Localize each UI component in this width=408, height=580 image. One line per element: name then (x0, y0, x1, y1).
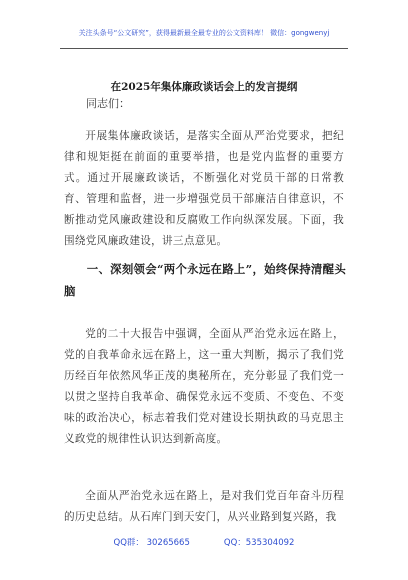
paragraph-section-1-continued: 全面从严治党永远在路上，是对我们党百年奋斗历程的历史总结。从石库门到天安门，从兴业路到复兴路，我 (64, 490, 344, 523)
document-title: 在2025年集体廉政谈话会上的发言提纲 (110, 81, 298, 93)
section-heading-1: 一、深刻领会“两个永远在路上”，始终保持清醒头脑 (64, 262, 347, 298)
paragraph-section-1-body: 党的二十大报告中强调，全面从严治党永远在路上，党的自我革命永远在路上，这一重大判断，揭示了我们党历经百年依然风华正茂的奥秘所在，充分彰显了我们党一以贯之坚持自我革命、确保党永远不变质、不变色、不变味的政治决心，标志着我们党对建设长期执政的马克思主义政党的规律性认识达到新高度。 (64, 328, 344, 445)
salutation: 同志们： (86, 97, 130, 110)
footer-qq-group: QQ群： 30265665 (113, 538, 190, 548)
footer-qq-number: QQ：535304092 (223, 538, 295, 548)
header-divider (60, 48, 348, 49)
paragraph-intro: 开展集体廉政谈话，是落实全面从严治党要求，把纪律和规矩挺在前面的重要举措，也是党内监督的重要方式。通过开展廉政谈话，不断强化对党员干部的日常教育、管理和监督，进一步增强党员干部廉洁自律意识，不断推动党风廉政建设和反腐败工作向纵深发展。下面，我围绕党风廉政建设，讲三点意见。 (64, 130, 344, 247)
header-banner: 关注头条号“公文研究”，获得最新最全最专业的公文资料库！ 微信：gongwenyj (78, 29, 330, 37)
footer-contact (0, 537, 408, 549)
